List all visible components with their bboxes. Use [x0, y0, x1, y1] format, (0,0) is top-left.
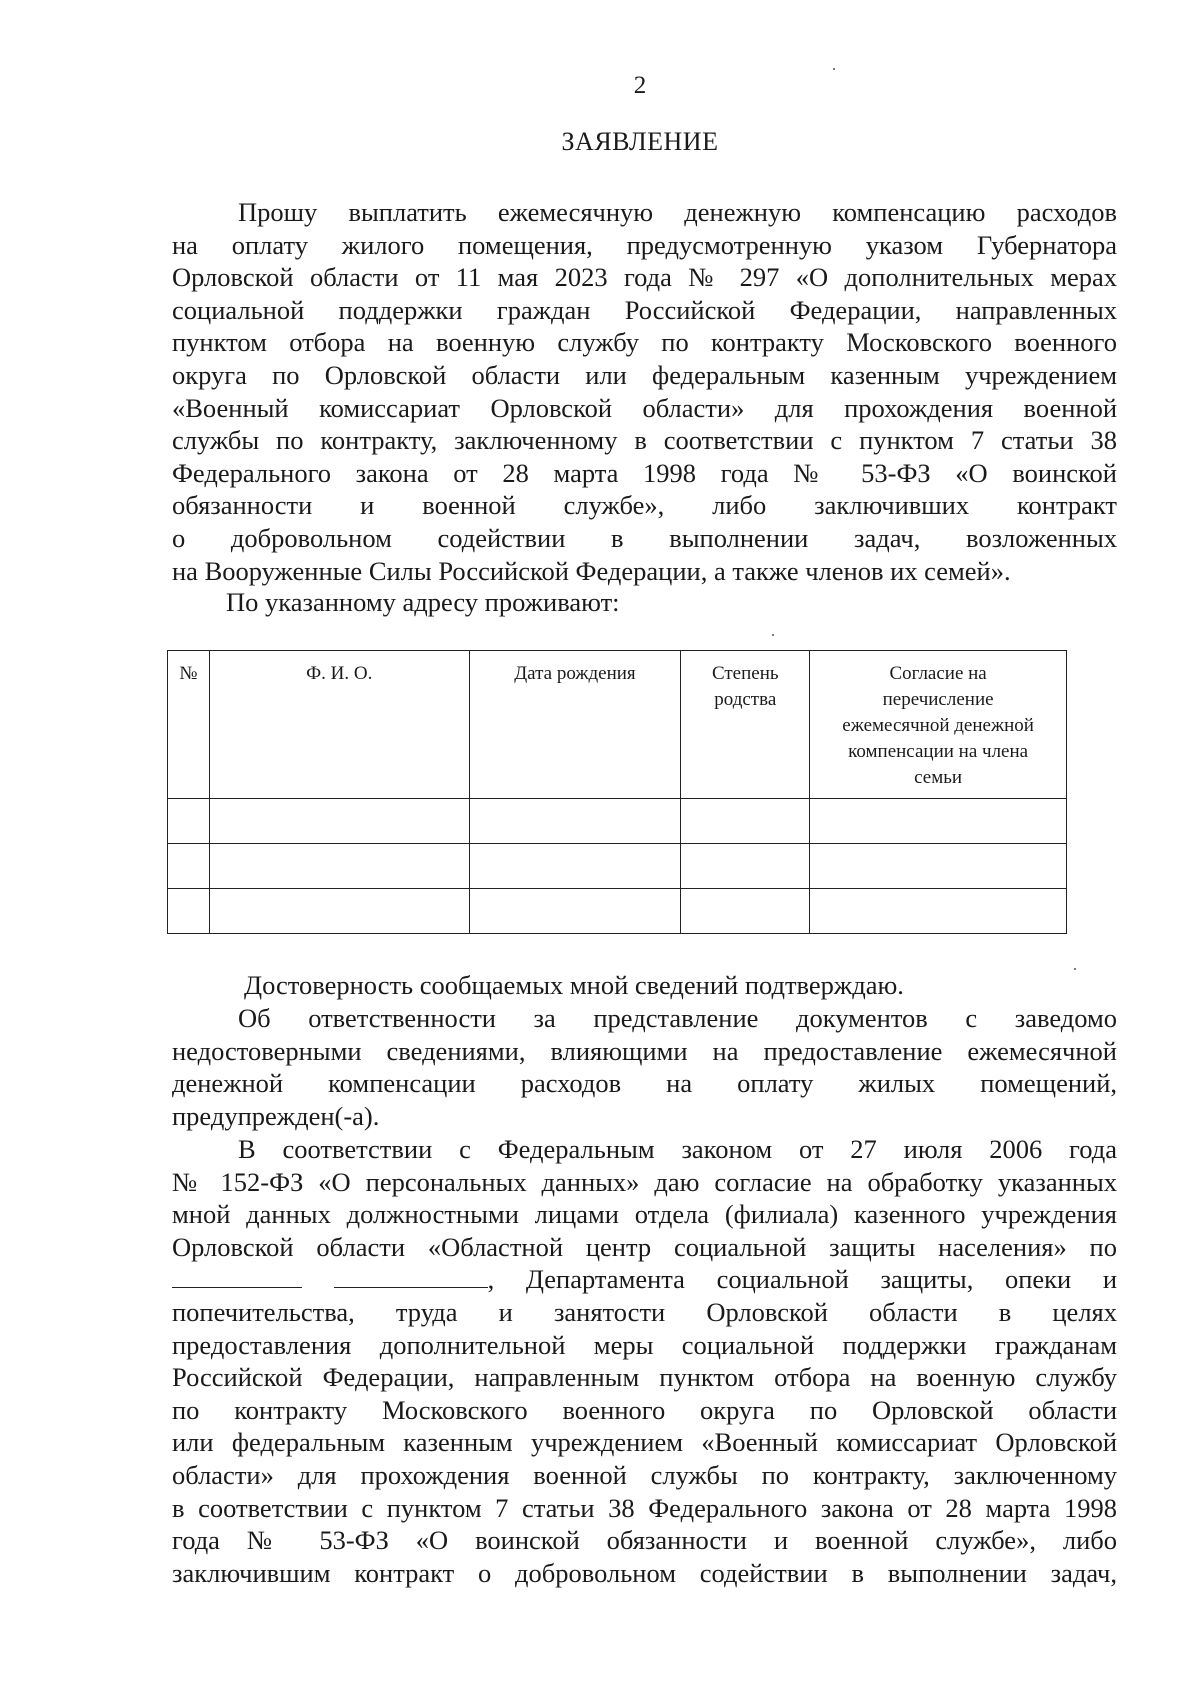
- table-cell: [168, 844, 210, 889]
- paragraph-line: по контракту Московского военного округа по Орловской области: [172, 1394, 1117, 1425]
- table-cell: [469, 799, 681, 844]
- header-relation: Степень родства: [681, 651, 810, 799]
- table-cell: [168, 889, 210, 934]
- paragraph-line: Об ответственности за представление документов с заведомо: [238, 1003, 1117, 1033]
- table-row: [168, 844, 1067, 889]
- paragraph-line: области» для прохождения военной службы по контракту, заключенному: [172, 1459, 1117, 1490]
- paragraph-line: предоставления дополнительной меры социальной поддержки гражданам: [172, 1329, 1117, 1360]
- blank-field[interactable]: [172, 1265, 302, 1288]
- paragraph-line: обязанности и военной службе», либо заключивших контракт: [172, 490, 1117, 521]
- request-paragraph: [172, 196, 1117, 587]
- table-cell: [209, 844, 469, 889]
- paragraph-line: на оплату жилого помещения, предусмотренную указом Губернатора: [172, 229, 1117, 260]
- paragraph-line: заключившим контракт о добровольном содействии в выполнении задач,: [172, 1557, 1117, 1588]
- paragraph-line: пунктом отбора на военную службу по контракту Московского военного: [172, 327, 1117, 358]
- residents-table: [167, 650, 1067, 934]
- scan-speck: [1074, 968, 1076, 970]
- table-row: [168, 799, 1067, 844]
- consent-paragraph: [172, 1133, 1117, 1589]
- scan-speck: [772, 634, 774, 636]
- table-cell: [209, 799, 469, 844]
- paragraph-line: В соответствии с Федеральным законом от 27 июля 2006 года: [238, 1134, 1117, 1164]
- paragraph-line: о добровольном содействии в выполнении задач, возложенных: [172, 522, 1117, 553]
- table-header-row: [168, 651, 1067, 799]
- paragraph-line: на Вооруженные Силы Российской Федерации, а также членов их семей».: [172, 555, 1011, 586]
- paragraph-line-with-blanks: , Департамента социальной защиты, опеки и: [172, 1263, 1117, 1296]
- table-cell: [469, 844, 681, 889]
- paragraph-line: попечительства, труда и занятости Орловской области в целях: [172, 1296, 1117, 1327]
- paragraph-line: в соответствии с пунктом 7 статьи 38 Федерального закона от 28 марта 1998: [172, 1492, 1117, 1523]
- paragraph-line: службы по контракту, заключенному в соответствии с пунктом 7 статьи 38: [172, 425, 1117, 456]
- document-title: ЗАЯВЛЕНИЕ: [561, 127, 719, 156]
- paragraph-line: Федерального закона от 28 марта 1998 года № 53-ФЗ «О воинской: [172, 457, 1117, 488]
- scan-speck: [833, 68, 835, 70]
- table-cell: [810, 844, 1067, 889]
- confirmation-statement: Достоверность сообщаемых мной сведений подтверждаю.: [244, 970, 904, 1000]
- table-cell: [810, 799, 1067, 844]
- paragraph-line: Орловской области «Областной центр социальной защиты населения» по: [172, 1231, 1117, 1262]
- blank-field[interactable]: [334, 1265, 488, 1288]
- table-cell: [681, 889, 810, 934]
- table-cell: [469, 889, 681, 934]
- paragraph-line: социальной поддержки граждан Российской Федерации, направленных: [172, 294, 1117, 325]
- header-consent: Согласие на перечисление ежемесячной денежной компенсации на члена семьи: [810, 651, 1067, 799]
- paragraph-line: мной данных должностными лицами отдела (филиала) казенного учреждения: [172, 1199, 1117, 1230]
- paragraph-line: округа по Орловской области или федеральным казенным учреждением: [172, 359, 1117, 390]
- residents-intro: По указанному адресу проживают:: [226, 587, 620, 617]
- paragraph-line: или федеральным казенным учреждением «Военный комиссариат Орловской: [172, 1427, 1117, 1458]
- paragraph-line: Орловской области от 11 мая 2023 года № 297 «О дополнительных мерах: [172, 262, 1117, 293]
- paragraph-line: предупрежден(-а).: [172, 1100, 380, 1131]
- paragraph-line: года № 53-ФЗ «О воинской обязанности и военной службе», либо: [172, 1525, 1117, 1556]
- table-cell: [681, 844, 810, 889]
- paragraph-line: денежной компенсации расходов на оплату жилых помещений,: [172, 1068, 1117, 1099]
- table-row: [168, 889, 1067, 934]
- table-cell: [810, 889, 1067, 934]
- paragraph-line: № 152-ФЗ «О персональных данных» даю согласие на обработку указанных: [172, 1166, 1117, 1197]
- header-full-name: Ф. И. О.: [209, 651, 469, 799]
- header-number: №: [168, 651, 210, 799]
- responsibility-paragraph: [172, 1002, 1117, 1132]
- paragraph-line: «Военный комиссариат Орловской области» для прохождения военной: [172, 392, 1117, 423]
- table-cell: [681, 799, 810, 844]
- page-number: 2: [633, 72, 647, 99]
- table-cell: [209, 889, 469, 934]
- table-cell: [168, 799, 210, 844]
- paragraph-line: Прошу выплатить ежемесячную денежную компенсацию расходов: [238, 197, 1117, 227]
- paragraph-line: недостоверными сведениями, влияющими на предоставление ежемесячной: [172, 1035, 1117, 1066]
- paragraph-line: Российской Федерации, направленным пунктом отбора на военную службу: [172, 1362, 1117, 1393]
- header-birth-date: Дата рождения: [469, 651, 681, 799]
